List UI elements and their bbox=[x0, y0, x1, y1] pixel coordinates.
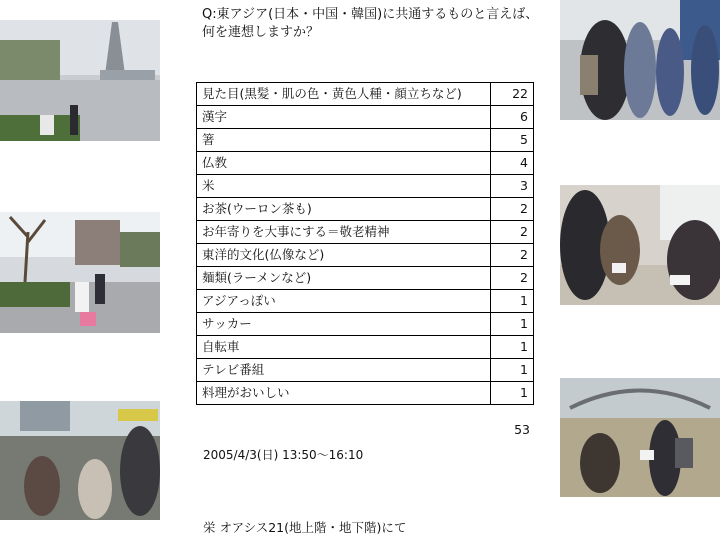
answer-label: 漢字 bbox=[197, 106, 491, 129]
table-row bbox=[197, 198, 534, 221]
answer-label: 見た目(黒髪・肌の色・黄色人種・顔立ちなど) bbox=[197, 83, 491, 106]
table-row bbox=[197, 267, 534, 290]
answer-count: 1 bbox=[491, 359, 534, 382]
photo-bench-interview bbox=[0, 401, 160, 520]
answer-count: 22 bbox=[491, 83, 534, 106]
table-row bbox=[197, 106, 534, 129]
answer-label: 麺類(ラーメンなど) bbox=[197, 267, 491, 290]
question-text bbox=[202, 6, 542, 42]
answer-count: 2 bbox=[491, 198, 534, 221]
table-row bbox=[197, 313, 534, 336]
table-row bbox=[197, 129, 534, 152]
answer-label: 料理がおいしい bbox=[197, 382, 491, 405]
table-row bbox=[197, 382, 534, 405]
question-line-2: 何を連想しますか？ bbox=[202, 25, 320, 40]
answer-count: 1 bbox=[491, 382, 534, 405]
survey-datetime: 2005/4/3(日) 13:50〜16:10 bbox=[203, 448, 364, 462]
answer-label: 米 bbox=[197, 175, 491, 198]
table-row bbox=[197, 359, 534, 382]
table-row bbox=[197, 83, 534, 106]
answer-label: アジアっぽい bbox=[197, 290, 491, 313]
answer-count: 6 bbox=[491, 106, 534, 129]
answer-count: 5 bbox=[491, 129, 534, 152]
answer-label: 仏教 bbox=[197, 152, 491, 175]
survey-results-table bbox=[196, 82, 534, 405]
answer-count: 1 bbox=[491, 336, 534, 359]
table-row bbox=[197, 290, 534, 313]
answer-count: 3 bbox=[491, 175, 534, 198]
table-row bbox=[197, 152, 534, 175]
question-line-1: Q:東アジア(日本・中国・韓国)に共通するものと言えば、 bbox=[202, 7, 539, 22]
table-row bbox=[197, 336, 534, 359]
answer-label: 箸 bbox=[197, 129, 491, 152]
answer-count: 2 bbox=[491, 244, 534, 267]
answer-label: テレビ番組 bbox=[197, 359, 491, 382]
answer-count: 2 bbox=[491, 267, 534, 290]
answer-label: お茶(ウーロン茶も) bbox=[197, 198, 491, 221]
photo-table-writing bbox=[560, 185, 720, 305]
answer-label: お年寄りを大事にする＝敬老精神 bbox=[197, 221, 491, 244]
answer-count: 1 bbox=[491, 313, 534, 336]
table-row bbox=[197, 175, 534, 198]
total-count: 53 bbox=[514, 422, 530, 437]
answer-count: 1 bbox=[491, 290, 534, 313]
photo-plaza-interview bbox=[0, 212, 160, 333]
photo-underground-plaza bbox=[560, 378, 720, 497]
table-row bbox=[197, 244, 534, 267]
answer-label: サッカー bbox=[197, 313, 491, 336]
photo-tv-tower-plaza bbox=[0, 20, 160, 141]
survey-location: 栄 オアシス21(地上階・地下階)にて bbox=[203, 520, 407, 535]
answer-count: 2 bbox=[491, 221, 534, 244]
answer-label: 東洋的文化(仏像など) bbox=[197, 244, 491, 267]
answer-label: 自転車 bbox=[197, 336, 491, 359]
photo-group-standing bbox=[560, 0, 720, 120]
answer-count: 4 bbox=[491, 152, 534, 175]
table-row bbox=[197, 221, 534, 244]
